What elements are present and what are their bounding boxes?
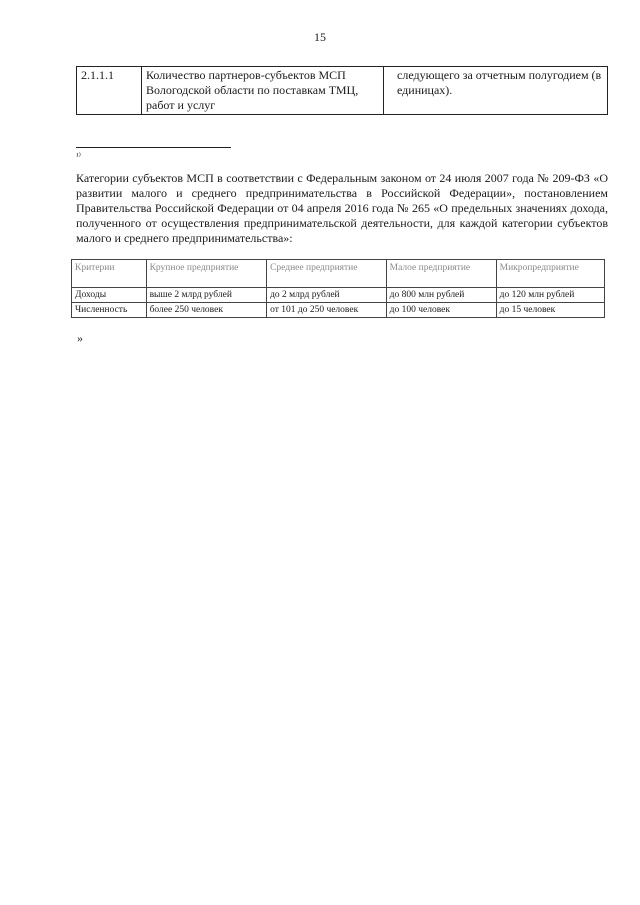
header-large: Крупное предприятие: [146, 260, 267, 288]
table-cell: до 15 человек: [496, 303, 604, 318]
table-header-row: [72, 260, 605, 288]
sme-category-table: [71, 259, 605, 318]
table-cell: до 2 млрд рублей: [267, 288, 387, 303]
table-cell: выше 2 млрд рублей: [146, 288, 267, 303]
table-cell: до 100 человек: [386, 303, 496, 318]
footnote-separator: [76, 147, 231, 148]
table-cell: до 120 млн рублей: [496, 288, 604, 303]
table-cell: более 250 человек: [146, 303, 267, 318]
header-micro: Микропредприятие: [496, 260, 604, 288]
table-cell: Численность: [72, 303, 147, 318]
table-row: [72, 303, 605, 318]
footnote-mark: ¹⁾: [76, 151, 81, 161]
indicator-code: 2.1.1.1: [77, 67, 142, 115]
table-cell: до 800 млн рублей: [386, 288, 496, 303]
header-criteria: Критерии: [72, 260, 147, 288]
indicator-period: следующего за отчетным полугодием (в единицах).: [384, 67, 608, 115]
indicator-name: Количество партнеров-субъектов МСП Вологодской области по поставкам ТМЦ, работ и услуг: [142, 67, 384, 115]
table-row: [77, 67, 608, 115]
table-cell: от 101 до 250 человек: [267, 303, 387, 318]
header-medium: Среднее предприятие: [267, 260, 387, 288]
page-number: 15: [314, 30, 326, 44]
table-row: [72, 288, 605, 303]
indicator-table: [76, 66, 608, 115]
header-small: Малое предприятие: [386, 260, 496, 288]
table-cell: Доходы: [72, 288, 147, 303]
closing-quote: »: [77, 331, 83, 345]
footnote-text: Категории субъектов МСП в соответствии с Федеральным законом от 24 июля 2007 года № 209-ФЗ «О развитии малого и среднего предпринимательства в Российской Федерации», постановлением Правительства Российской Федерации от 04 апреля 2016 года № 265 «О предельных значениях дохода, полученного от осуществления предпринимательской деятельности, для каждой категории субъектов малого и среднего предпринимательства»:: [76, 171, 608, 245]
